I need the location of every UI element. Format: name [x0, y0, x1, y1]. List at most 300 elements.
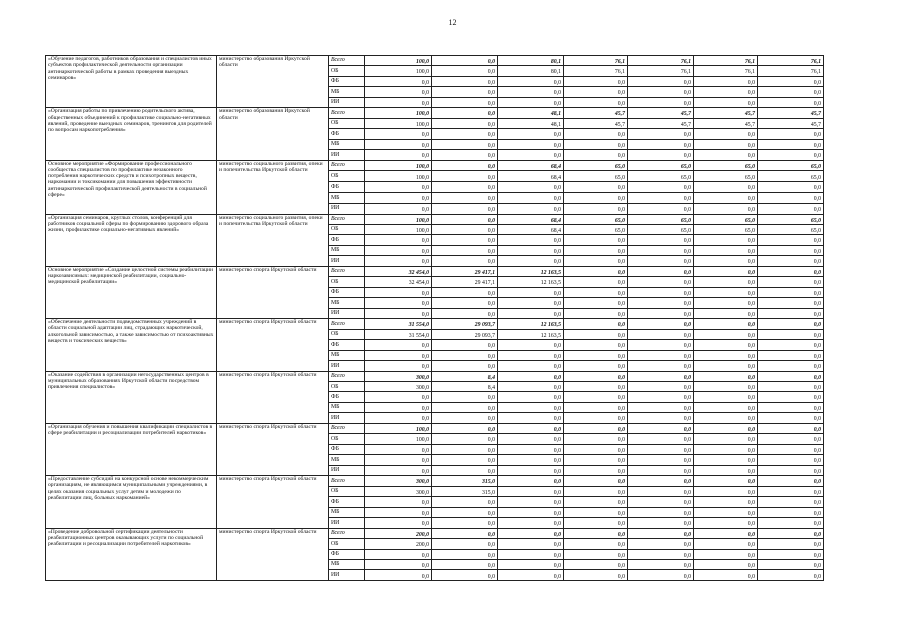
amount-cell: 65,0	[628, 214, 694, 224]
funding-source: ФБ	[329, 497, 365, 507]
amount-cell: 0,0	[498, 256, 564, 266]
amount-cell: 0,0	[498, 361, 564, 371]
amount-cell: 0,0	[498, 192, 564, 203]
amount-cell: 0,0	[694, 203, 758, 214]
amount-cell: 0,0	[628, 507, 694, 517]
amount-cell: 0,0	[498, 298, 564, 308]
funding-source: МБ	[329, 139, 365, 149]
amount-cell: 0,0	[365, 518, 432, 528]
amount-cell: 45,7	[628, 108, 694, 118]
amount-cell: 0,0	[498, 497, 564, 507]
activity-description: «Обеспечение деятельности подведомственных учреждений в области социальной адаптации лиц, страдающих наркотической, алкогольной зависимостью, а также зависимостью от психоактивных веществ и токсических веществ»	[46, 319, 217, 371]
responsible-executor: министерство социального развития, опеки и попечительства Иркутской области	[217, 214, 329, 266]
amount-cell: 0,0	[694, 256, 758, 266]
amount-cell: 0,0	[694, 97, 758, 107]
amount-cell: 0,0	[758, 150, 824, 160]
amount-cell: 0,0	[564, 287, 628, 297]
amount-cell: 0,0	[694, 350, 758, 360]
amount-cell: 29 417,1	[432, 277, 498, 287]
funding-source: ИИ	[329, 361, 365, 371]
amount-cell: 0,0	[564, 319, 628, 329]
amount-cell: 0,0	[628, 76, 694, 86]
amount-cell: 0,0	[498, 486, 564, 496]
amount-cell: 0,0	[628, 129, 694, 139]
amount-cell: 0,0	[498, 402, 564, 412]
amount-cell: 100,0	[365, 224, 432, 234]
amount-cell: 0,0	[432, 298, 498, 308]
amount-cell: 0,0	[628, 476, 694, 486]
amount-cell: 45,7	[628, 118, 694, 128]
amount-cell: 0,0	[365, 340, 432, 350]
amount-cell: 100,0	[365, 160, 432, 171]
funding-source: МБ	[329, 402, 365, 412]
amount-cell: 0,0	[694, 150, 758, 160]
amount-cell: 0,0	[432, 539, 498, 549]
funding-source: ОБ	[329, 66, 365, 76]
funding-row	[46, 160, 824, 171]
funding-source: Всего	[329, 528, 365, 538]
funding-source: ИИ	[329, 570, 365, 581]
amount-cell: 100,0	[365, 66, 432, 76]
amount-cell: 0,0	[758, 423, 824, 433]
amount-cell: 0,0	[758, 361, 824, 371]
amount-cell: 65,0	[694, 160, 758, 171]
funding-source: ОБ	[329, 277, 365, 287]
amount-cell: 0,0	[564, 350, 628, 360]
amount-cell: 0,0	[628, 570, 694, 581]
amount-cell: 0,0	[564, 444, 628, 454]
funding-source: Всего	[329, 423, 365, 433]
amount-cell: 0,0	[365, 203, 432, 214]
amount-cell: 0,0	[365, 256, 432, 266]
amount-cell: 0,0	[365, 549, 432, 559]
amount-cell: 0,0	[758, 413, 824, 423]
amount-cell: 0,0	[498, 413, 564, 423]
amount-cell: 100,0	[365, 56, 432, 66]
amount-cell: 0,0	[365, 570, 432, 581]
amount-cell: 0,0	[432, 171, 498, 182]
amount-cell: 29 093,7	[432, 319, 498, 329]
activity-description: «Обучение педагогов, работников образования и специалистов иных субъектов профилактической деятельности организации антинаркотической работы в рамках проведения выездных семинаров»	[46, 56, 217, 108]
activity-description: «Организация семинаров, круглых столов, конференций для работников социальной сферы по формированию здорового образа жизни, профилактике социально-негативных явлений»	[46, 214, 217, 266]
amount-cell: 0,0	[498, 392, 564, 402]
amount-cell: 0,0	[758, 277, 824, 287]
amount-cell: 0,0	[498, 455, 564, 465]
funding-source: ФБ	[329, 444, 365, 454]
amount-cell: 0,0	[564, 476, 628, 486]
amount-cell: 0,0	[694, 434, 758, 444]
amount-cell: 29 417,1	[432, 266, 498, 276]
amount-cell: 0,0	[564, 570, 628, 581]
amount-cell: 45,7	[758, 118, 824, 128]
amount-cell: 29 093,7	[432, 329, 498, 339]
amount-cell: 0,0	[758, 298, 824, 308]
amount-cell: 12 163,5	[498, 329, 564, 339]
amount-cell: 0,0	[498, 235, 564, 245]
amount-cell: 68,4	[498, 160, 564, 171]
amount-cell: 0,0	[758, 329, 824, 339]
funding-source: МБ	[329, 192, 365, 203]
responsible-executor: министерство спорта Иркутской области	[217, 476, 329, 528]
amount-cell: 0,0	[628, 486, 694, 496]
amount-cell: 0,0	[758, 203, 824, 214]
amount-cell: 76,1	[694, 66, 758, 76]
activity-description: «Организация работы по привлечению родительского актива, общественных объединений к профилактике социально-негативных явлений, проведение выездных семинаров, тренингов для родителей по вопросам наркопотребления»	[46, 108, 217, 160]
amount-cell: 0,0	[694, 182, 758, 193]
amount-cell: 200,0	[365, 539, 432, 549]
amount-cell: 0,0	[365, 150, 432, 160]
amount-cell: 0,0	[564, 539, 628, 549]
amount-cell: 0,0	[694, 287, 758, 297]
amount-cell: 0,0	[564, 518, 628, 528]
funding-source: ОБ	[329, 329, 365, 339]
amount-cell: 0,0	[628, 528, 694, 538]
amount-cell: 100,0	[365, 423, 432, 433]
responsible-executor: министерство спорта Иркутской области	[217, 371, 329, 423]
amount-cell: 0,0	[498, 129, 564, 139]
amount-cell: 0,0	[628, 277, 694, 287]
amount-cell: 0,0	[498, 87, 564, 97]
amount-cell: 0,0	[365, 192, 432, 203]
funding-row	[46, 319, 824, 329]
amount-cell: 0,0	[432, 150, 498, 160]
amount-cell: 0,0	[432, 97, 498, 107]
amount-cell: 0,0	[498, 423, 564, 433]
amount-cell: 0,0	[758, 76, 824, 86]
amount-cell: 68,4	[498, 224, 564, 234]
amount-cell: 0,0	[432, 340, 498, 350]
amount-cell: 45,7	[758, 108, 824, 118]
amount-cell: 12 163,5	[498, 319, 564, 329]
amount-cell: 0,0	[628, 371, 694, 381]
amount-cell: 0,0	[628, 298, 694, 308]
activity-description: «Проведение добровольной сертификации деятельности реабилитационных центров оказывающих услуги по социальной реабилитации и ресоциализации потребителей наркотиков»	[46, 528, 217, 580]
amount-cell: 0,0	[758, 455, 824, 465]
funding-source: ФБ	[329, 340, 365, 350]
funding-source: МБ	[329, 245, 365, 255]
amount-cell: 65,0	[628, 171, 694, 182]
amount-cell: 0,0	[628, 423, 694, 433]
amount-cell: 45,7	[564, 108, 628, 118]
amount-cell: 48,1	[498, 118, 564, 128]
amount-cell: 0,0	[758, 308, 824, 318]
amount-cell: 0,0	[365, 245, 432, 255]
amount-cell: 0,0	[628, 413, 694, 423]
funding-source: Всего	[329, 108, 365, 118]
amount-cell: 0,0	[432, 392, 498, 402]
amount-cell: 315,0	[432, 486, 498, 496]
activity-description: Основное мероприятие «Формирование профессионального сообщества специалистов по профилактике незаконного потребления наркотических средств и психотропных веществ, наркомании и токсикомании для повышения эффективности антинаркотической профилактической деятельности в социальной сфере»	[46, 160, 217, 214]
amount-cell: 0,0	[365, 298, 432, 308]
amount-cell: 0,0	[694, 266, 758, 276]
amount-cell: 12 163,5	[498, 277, 564, 287]
amount-cell: 0,0	[628, 434, 694, 444]
amount-cell: 0,0	[432, 118, 498, 128]
amount-cell: 65,0	[758, 224, 824, 234]
funding-row	[46, 528, 824, 538]
amount-cell: 0,0	[564, 465, 628, 475]
amount-cell: 0,0	[432, 76, 498, 86]
amount-cell: 0,0	[628, 150, 694, 160]
amount-cell: 0,0	[432, 287, 498, 297]
amount-cell: 80,1	[498, 56, 564, 66]
amount-cell: 0,0	[564, 486, 628, 496]
funding-source: ФБ	[329, 392, 365, 402]
amount-cell: 0,0	[694, 413, 758, 423]
amount-cell: 0,0	[564, 402, 628, 412]
amount-cell: 0,0	[758, 476, 824, 486]
amount-cell: 0,0	[628, 444, 694, 454]
funding-row	[46, 476, 824, 486]
amount-cell: 0,0	[628, 182, 694, 193]
amount-cell: 0,0	[628, 319, 694, 329]
amount-cell: 68,4	[498, 171, 564, 182]
funding-source: МБ	[329, 455, 365, 465]
responsible-executor: министерство спорта Иркутской области	[217, 266, 329, 318]
amount-cell: 0,0	[694, 382, 758, 392]
amount-cell: 0,0	[432, 497, 498, 507]
amount-cell: 0,0	[498, 507, 564, 517]
amount-cell: 300,0	[365, 382, 432, 392]
amount-cell: 0,0	[432, 139, 498, 149]
amount-cell: 0,0	[628, 97, 694, 107]
amount-cell: 0,0	[694, 423, 758, 433]
amount-cell: 0,0	[432, 66, 498, 76]
amount-cell: 0,0	[564, 129, 628, 139]
responsible-executor: министерство образования Иркутской области	[217, 108, 329, 160]
amount-cell: 0,0	[498, 76, 564, 86]
amount-cell: 0,0	[498, 528, 564, 538]
amount-cell: 0,0	[628, 455, 694, 465]
amount-cell: 0,0	[432, 361, 498, 371]
amount-cell: 0,0	[628, 287, 694, 297]
amount-cell: 0,0	[432, 518, 498, 528]
amount-cell: 0,0	[694, 129, 758, 139]
amount-cell: 0,0	[564, 455, 628, 465]
funding-source: ИИ	[329, 256, 365, 266]
amount-cell: 0,0	[694, 235, 758, 245]
amount-cell: 0,0	[498, 559, 564, 569]
amount-cell: 0,0	[564, 361, 628, 371]
amount-cell: 0,0	[432, 570, 498, 581]
amount-cell: 0,0	[628, 497, 694, 507]
amount-cell: 0,0	[628, 139, 694, 149]
amount-cell: 68,4	[498, 214, 564, 224]
amount-cell: 0,0	[498, 182, 564, 193]
amount-cell: 0,0	[365, 465, 432, 475]
funding-source: ИИ	[329, 413, 365, 423]
amount-cell: 0,0	[628, 256, 694, 266]
amount-cell: 0,0	[564, 329, 628, 339]
funding-source: ИИ	[329, 465, 365, 475]
amount-cell: 0,0	[432, 507, 498, 517]
amount-cell: 65,0	[628, 160, 694, 171]
amount-cell: 0,0	[498, 97, 564, 107]
funding-row	[46, 371, 824, 381]
funding-source: ИИ	[329, 518, 365, 528]
funding-source: МБ	[329, 350, 365, 360]
amount-cell: 0,0	[628, 465, 694, 475]
amount-cell: 0,0	[432, 350, 498, 360]
amount-cell: 0,0	[694, 371, 758, 381]
funding-source: ОБ	[329, 118, 365, 128]
amount-cell: 80,1	[498, 66, 564, 76]
amount-cell: 0,0	[564, 277, 628, 287]
amount-cell: 0,0	[694, 277, 758, 287]
amount-cell: 0,0	[758, 139, 824, 149]
funding-table	[45, 55, 824, 581]
amount-cell: 100,0	[365, 118, 432, 128]
funding-row	[46, 423, 824, 433]
amount-cell: 0,0	[694, 486, 758, 496]
amount-cell: 0,0	[628, 549, 694, 559]
amount-cell: 8,4	[432, 371, 498, 381]
amount-cell: 0,0	[564, 235, 628, 245]
amount-cell: 0,0	[432, 434, 498, 444]
amount-cell: 0,0	[564, 308, 628, 318]
amount-cell: 0,0	[365, 139, 432, 149]
amount-cell: 0,0	[758, 518, 824, 528]
amount-cell: 0,0	[498, 434, 564, 444]
amount-cell: 0,0	[694, 507, 758, 517]
funding-row	[46, 214, 824, 224]
amount-cell: 76,1	[564, 56, 628, 66]
amount-cell: 0,0	[432, 182, 498, 193]
amount-cell: 76,1	[564, 66, 628, 76]
amount-cell: 0,0	[564, 371, 628, 381]
amount-cell: 0,0	[564, 256, 628, 266]
amount-cell: 0,0	[758, 444, 824, 454]
amount-cell: 0,0	[564, 497, 628, 507]
amount-cell: 65,0	[694, 171, 758, 182]
amount-cell: 0,0	[694, 455, 758, 465]
amount-cell: 0,0	[564, 87, 628, 97]
amount-cell: 65,0	[694, 224, 758, 234]
amount-cell: 65,0	[564, 160, 628, 171]
amount-cell: 0,0	[758, 182, 824, 193]
amount-cell: 0,0	[365, 350, 432, 360]
amount-cell: 0,0	[694, 465, 758, 475]
amount-cell: 0,0	[564, 382, 628, 392]
amount-cell: 0,0	[758, 319, 824, 329]
funding-row	[46, 108, 824, 118]
amount-cell: 0,0	[758, 528, 824, 538]
amount-cell: 0,0	[694, 539, 758, 549]
funding-source: Всего	[329, 214, 365, 224]
amount-cell: 0,0	[365, 361, 432, 371]
amount-cell: 0,0	[498, 340, 564, 350]
amount-cell: 65,0	[564, 214, 628, 224]
amount-cell: 0,0	[498, 465, 564, 475]
funding-source: ФБ	[329, 129, 365, 139]
funding-source: ИИ	[329, 97, 365, 107]
amount-cell: 0,0	[758, 549, 824, 559]
amount-cell: 0,0	[694, 340, 758, 350]
amount-cell: 0,0	[498, 245, 564, 255]
amount-cell: 76,1	[694, 56, 758, 66]
amount-cell: 0,0	[758, 192, 824, 203]
amount-cell: 0,0	[564, 549, 628, 559]
amount-cell: 65,0	[758, 160, 824, 171]
amount-cell: 0,0	[365, 129, 432, 139]
amount-cell: 0,0	[628, 340, 694, 350]
amount-cell: 0,0	[432, 528, 498, 538]
amount-cell: 0,0	[694, 139, 758, 149]
amount-cell: 0,0	[365, 235, 432, 245]
amount-cell: 0,0	[498, 476, 564, 486]
amount-cell: 0,0	[365, 402, 432, 412]
amount-cell: 0,0	[564, 203, 628, 214]
amount-cell: 0,0	[564, 559, 628, 569]
amount-cell: 0,0	[694, 245, 758, 255]
amount-cell: 0,0	[498, 150, 564, 160]
amount-cell: 0,0	[564, 139, 628, 149]
amount-cell: 0,0	[432, 245, 498, 255]
funding-source: Всего	[329, 476, 365, 486]
amount-cell: 0,0	[758, 350, 824, 360]
amount-cell: 0,0	[628, 350, 694, 360]
amount-cell: 48,1	[498, 108, 564, 118]
amount-cell: 8,4	[432, 382, 498, 392]
amount-cell: 0,0	[365, 182, 432, 193]
amount-cell: 0,0	[694, 549, 758, 559]
amount-cell: 0,0	[628, 266, 694, 276]
amount-cell: 0,0	[694, 559, 758, 569]
amount-cell: 300,0	[365, 476, 432, 486]
funding-source: Всего	[329, 319, 365, 329]
amount-cell: 0,0	[564, 76, 628, 86]
amount-cell: 65,0	[628, 224, 694, 234]
amount-cell: 0,0	[365, 507, 432, 517]
amount-cell: 0,0	[758, 87, 824, 97]
amount-cell: 0,0	[758, 256, 824, 266]
amount-cell: 315,0	[432, 476, 498, 486]
amount-cell: 0,0	[365, 392, 432, 402]
amount-cell: 0,0	[564, 507, 628, 517]
funding-source: ФБ	[329, 287, 365, 297]
amount-cell: 0,0	[628, 235, 694, 245]
amount-cell: 31 554,0	[365, 319, 432, 329]
amount-cell: 0,0	[498, 539, 564, 549]
amount-cell: 0,0	[758, 340, 824, 350]
amount-cell: 65,0	[564, 171, 628, 182]
responsible-executor: министерство спорта Иркутской области	[217, 319, 329, 371]
amount-cell: 0,0	[432, 402, 498, 412]
amount-cell: 32 454,0	[365, 277, 432, 287]
amount-cell: 31 554,0	[365, 329, 432, 339]
amount-cell: 0,0	[432, 214, 498, 224]
amount-cell: 32 454,0	[365, 266, 432, 276]
funding-source: ИИ	[329, 150, 365, 160]
funding-source: ФБ	[329, 549, 365, 559]
amount-cell: 0,0	[758, 371, 824, 381]
activity-description: Основное мероприятие «Создание целостной системы реабилитации наркозависимых: медицинской реабилитации, социально-медицинской реабилитации»	[46, 266, 217, 318]
page-number: 12	[448, 18, 457, 27]
activity-description: «Оказание содействия в организации негосударственных центров в муниципальных образованиях Иркутской области посредством привлечения специалистов»	[46, 371, 217, 423]
amount-cell: 0,0	[694, 570, 758, 581]
amount-cell: 0,0	[758, 497, 824, 507]
amount-cell: 0,0	[694, 329, 758, 339]
amount-cell: 0,0	[694, 392, 758, 402]
amount-cell: 0,0	[432, 224, 498, 234]
amount-cell: 76,1	[758, 66, 824, 76]
funding-source: ИИ	[329, 203, 365, 214]
amount-cell: 0,0	[694, 308, 758, 318]
amount-cell: 76,1	[758, 56, 824, 66]
amount-cell: 0,0	[758, 402, 824, 412]
amount-cell: 45,7	[694, 108, 758, 118]
amount-cell: 0,0	[365, 308, 432, 318]
